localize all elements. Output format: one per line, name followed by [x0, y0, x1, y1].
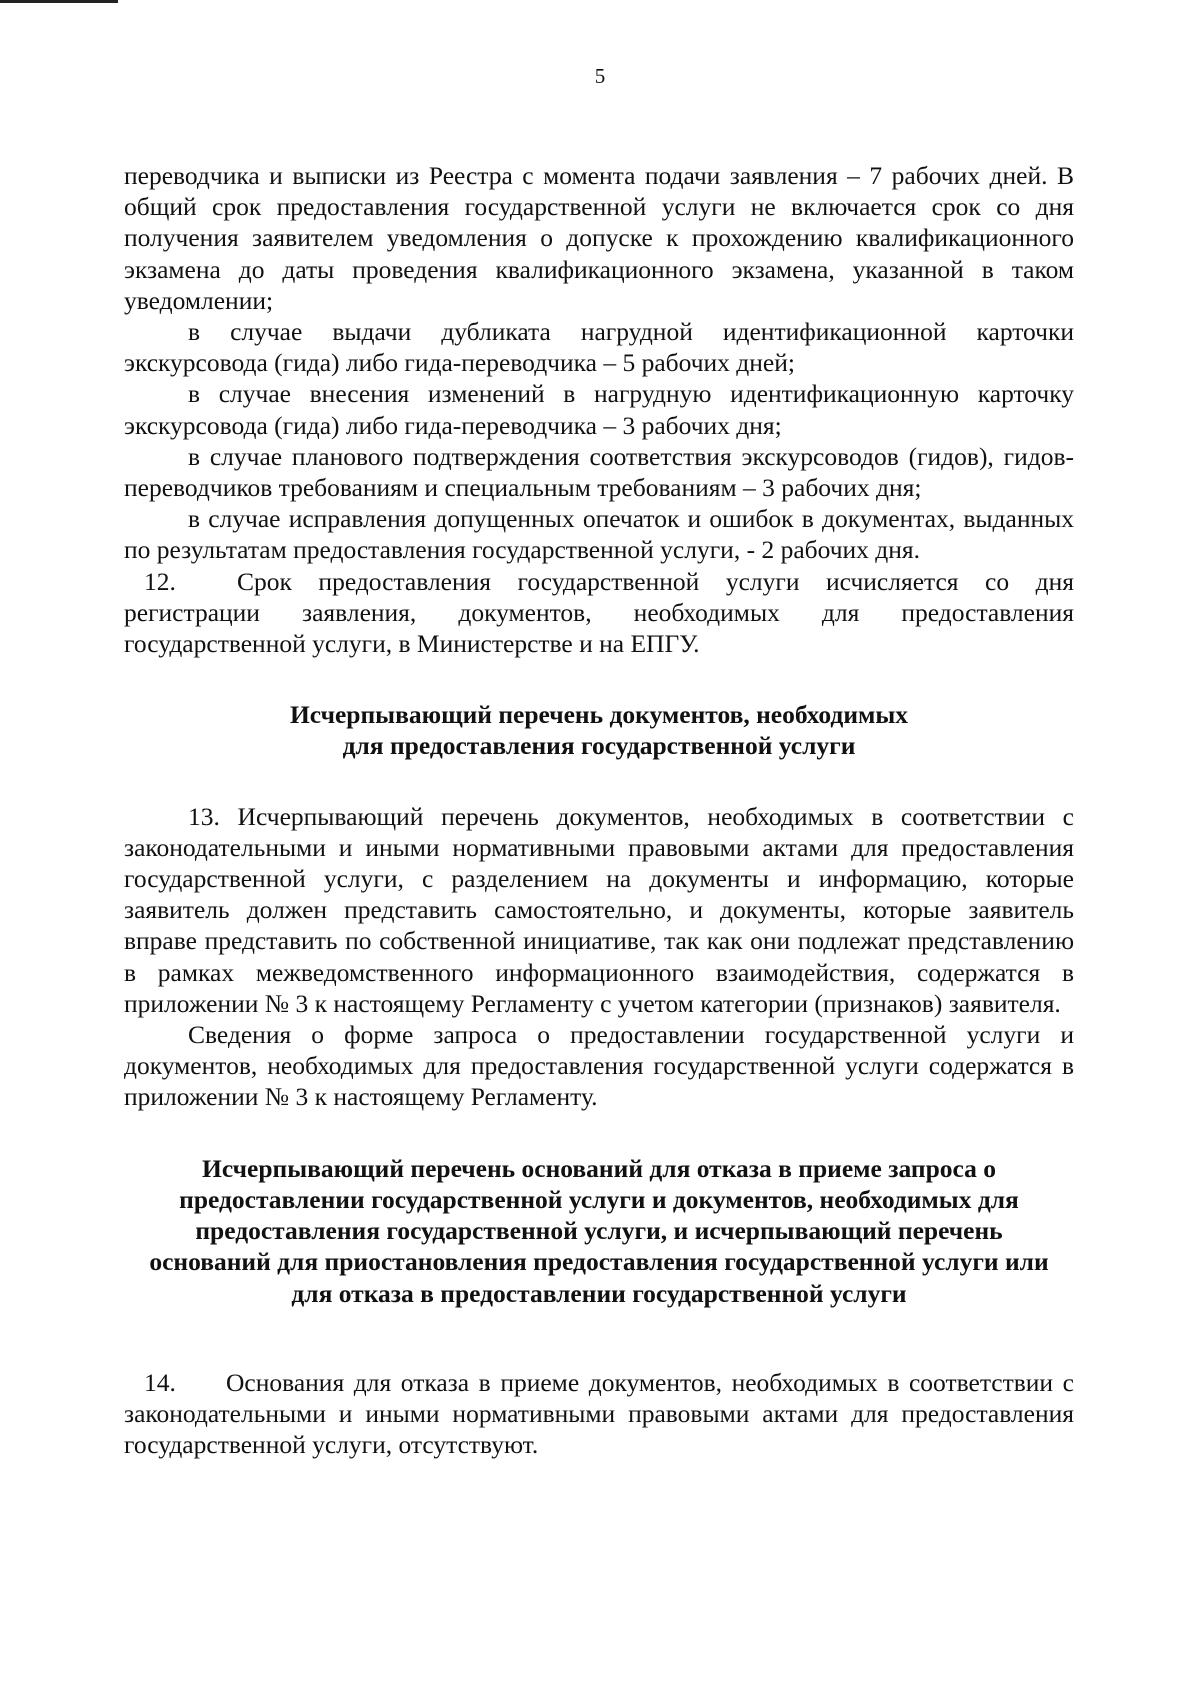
item-14	[124, 1367, 1074, 1461]
section-heading-documents	[124, 699, 1074, 761]
item-14-text: Основания для отказа в приеме документов, необходимых в соответствии с законодательными и иными нормативными правовыми актами для предоставления государственной услуги, отсутствуют.	[124, 1367, 1074, 1460]
paragraph-card-changes: в случае внесения изменений в нагрудную идентификационную карточку экскурсовода (гида) либо гида-переводчика – 3 рабочих дня;	[124, 379, 1074, 440]
section-heading-refusal-grounds	[124, 1153, 1074, 1309]
heading-line: предоставления государственной услуги, и исчерпывающий перечень	[195, 1216, 1003, 1246]
item-12-text: Срок предоставления государственной услуги исчисляется со дня регистрации заявления, документов, необходимых для предоставления государственной услуги, в Министерстве и на ЕПГУ.	[124, 566, 1074, 659]
scan-edge-mark	[0, 0, 118, 3]
paragraph-planned-confirmation: в случае планового подтверждения соответствия экскурсоводов (гидов), гидов-переводчиков требованиям и специальным требованиям – 3 рабочих дня;	[124, 441, 1074, 503]
item-13: 13. Исчерпывающий перечень документов, необходимых в соответствии с законодательными и иными нормативными правовыми актами для предоставления государственной услуги, с разделением на документы и информацию, которые заявитель должен представить самостоятельно, и документы, которые заявитель вправе представить по собственной инициативе, так как они подлежат представлению в рамках межведомственного информационного взаимодействия, содержатся в приложении № 3 к настоящему Регламенту с учетом категории (признаков) заявителя.	[124, 801, 1074, 1018]
page-number: 5	[594, 64, 606, 88]
paragraph-error-correction: в случае исправления допущенных опечаток и ошибок в документах, выданных по результатам предоставления государственной услуги, - 2 рабочих дня.	[124, 504, 1074, 565]
paragraph-continuation: переводчика и выписки из Реестра с момента подачи заявления – 7 рабочих дней. В общий срок предоставления государственной услуги не включается срок со дня получения заявителем уведомления о допуске к прохождению квалификационного экзамена до даты проведения квалификационного экзамена, указанной в таком уведомлении;	[124, 161, 1074, 315]
heading-line: для отказа в предоставлении государственной услуги	[291, 1278, 907, 1308]
heading-line: Исчерпывающий перечень документов, необходимых	[289, 700, 909, 730]
item-13-paragraph-2: Сведения о форме запроса о предоставлении государственной услуги и документов, необходимых для предоставления государственной услуги содержатся в приложении № 3 к настоящему Регламенту.	[124, 1020, 1074, 1112]
item-12	[124, 566, 1074, 660]
paragraph-duplicate-card: в случае выдачи дубликата нагрудной идентификационной карточки экскурсовода (гида) либо гида-переводчика – 5 рабочих дней;	[124, 317, 1074, 378]
item-12-number: 12.	[144, 566, 176, 596]
document-body	[124, 160, 1074, 1460]
heading-line: Исчерпывающий перечень оснований для отказа в приеме запроса о	[201, 1153, 997, 1183]
heading-line: предоставлении государственной услуги и документов, необходимых для	[179, 1184, 1019, 1214]
heading-line: для предоставления государственной услуги	[342, 731, 856, 761]
heading-line: оснований для приостановления предоставления государственной услуги или	[149, 1247, 1049, 1277]
item-14-number: 14.	[144, 1367, 176, 1397]
